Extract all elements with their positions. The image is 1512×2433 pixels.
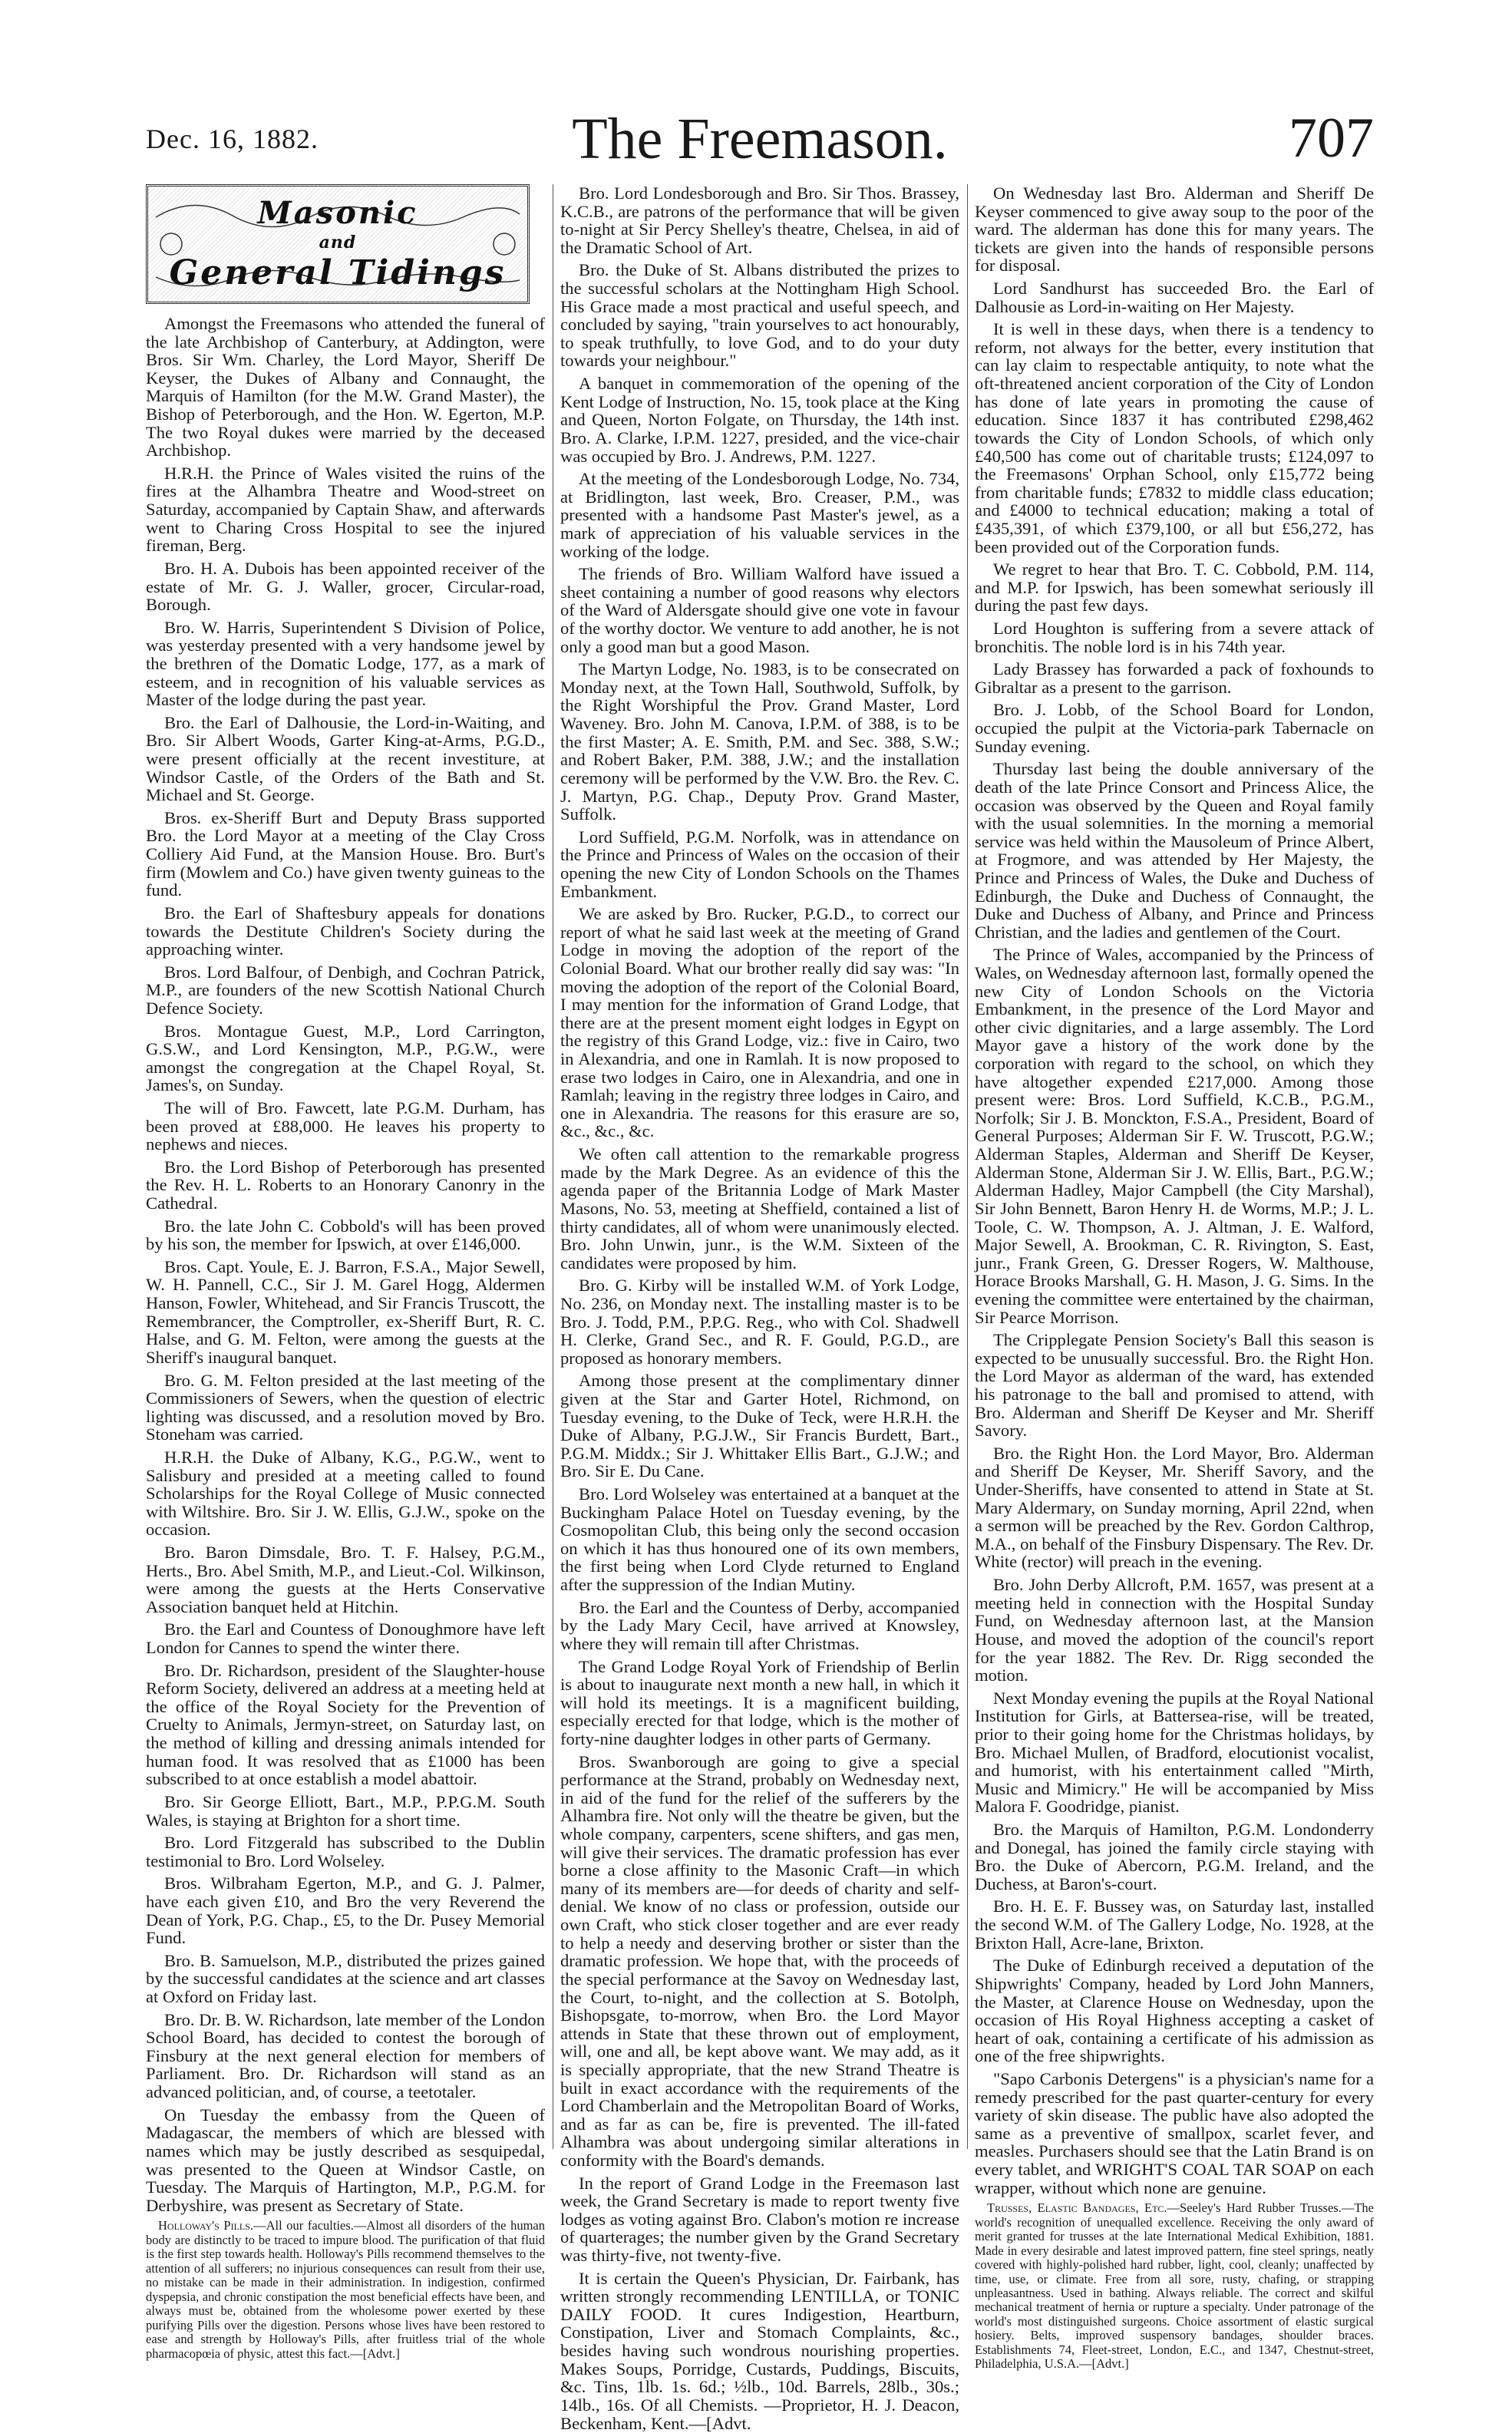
paragraph: Bro. the Earl and Countess of Donoughmore have left London for Cannes to spend the winter there. (146, 1619, 545, 1658)
paragraph: Bros. Swanborough are going to give a special performance at the Strand, probably on Wednesday next, in aid of the fund for the relief of the sufferers by the Alhambra fire. Not only will the theatre be given, but the whole company, carpenters, scene shifters, and gas men, will give their services. The dramatic profession has ever borne a close affinity to the Masonic Craft—in which many of its members are—for deeds of charity and self-denial. We know of no class or profession, outside our own Craft, who stick closer together and are ever ready to help a needy and deserving brother or sister than the dramatic profession. We hope that, with the proceeds of the special performance at the Savoy on Wednesday last, the Court, to-night, and the collection at S. Botolph, Bishopsgate, to-morrow, when Bro. the Lord Mayor attends in State that these thrown out of employment, will, one and all, be kept above want. We may add, as it is specially appropriate, that the new Strand Theatre is built in exact accordance with the requirements of the Lord Chamberlain and the Metropolitan Board of Works, and as far as can be, fire is prevented. The ill-fated Alhambra was about undergoing similar alterations in conformity with the Board's demands. (560, 1751, 959, 2170)
paragraph: Lady Brassey has forwarded a pack of foxhounds to Gibraltar as a present to the garrison. (975, 659, 1374, 697)
issue-date: Dec. 16, 1882. (146, 124, 319, 154)
paragraph: Bro. the Earl of Dalhousie, the Lord-in-Waiting, and Bro. Sir Albert Woods, Garter King-at-Arms, P.G.D., were present officially at the recent investiture, at Windsor Castle, of the Orders of the Bath and St. Michael and St. George. (146, 712, 545, 805)
paragraph: It is well in these days, when there is a tendency to reform, not always for the better, every institution that can lay claim to respectable antiquity, to note what the oft-threatened ancient corporation of the City of London has done of late years in promoting the cause of education. Since 1837 it has contributed £298,462 towards the City of London Schools, of which only £40,500 has come out of charitable trusts; £124,097 to the Freemasons' Orphan School, only £15,772 being from charitable funds; £7832 to middle class education; and £4000 to technical education; making a total of £435,391, of which £379,100, or all but £56,272, has been provided out of the Corporation funds. (975, 319, 1374, 556)
paragraph: Bro. the Duke of St. Albans distributed the prizes to the successful scholars at the Nottingham High School. His Grace made a most practical and useful speech, and concluded by saying, "train yourselves to act honourably, to speak truthfully, to love God, and to do your duty towards your neighbour." (560, 260, 959, 371)
paragraph: Bro. Lord Londesborough and Bro. Sir Thos. Brassey, K.C.B., are patrons of the performance that will be given to-night at Sir Percy Shelley's theatre, Chelsea, in aid of the Dramatic School of Art. (560, 183, 959, 257)
paragraph: We regret to hear that Bro. T. C. Cobbold, P.M. 114, and M.P. for Ipswich, has been somewhat seriously ill during the past few days. (975, 560, 1374, 616)
paragraph: Bros. Lord Balfour, of Denbigh, and Cochran Patrick, M.P., are founders of the new Scottish National Church Defence Society. (146, 962, 545, 1018)
banner-line-1: Masonic (257, 195, 418, 231)
paragraph: The Martyn Lodge, No. 1983, is to be consecrated on Monday next, at the Town Hall, Southwold, Suffolk, by the Right Worshipful the Prov. Grand Master, Lord Waveney. Bro. John M. Canova, I.P.M. of 388, is to be the first Master; A. E. Smith, P.M. and Sec. 388, S.W.; and Robert Baker, P.M. 388, J.W.; and the installation ceremony will be performed by the V.W. Bro. the Rev. C. J. Martyn, P.G. Chap., Deputy Prov. Grand Master, Suffolk. (560, 659, 959, 824)
paragraph: Bro. Lord Wolseley was entertained at a banquet at the Buckingham Palace Hotel on Tuesday evening, by the Cosmopolitan Club, this being only the second occasion on which it has thus honoured one of its own members, the first being when Lord Clyde returned to England after the suppression of the Indian Mutiny. (560, 1484, 959, 1595)
paragraph: Bro. H. E. F. Bussey was, on Saturday last, installed the second W.M. of The Gallery Lodge, No. 1928, at the Brixton Hall, Acre-lane, Brixton. (975, 1897, 1374, 1953)
masthead (146, 92, 1374, 177)
advertisement-text: —Seeley's Hard Rubber Trusses.—The world's recognition of unequalled excellence. Receiving the only award of merit granted for trusses at the late International Medical Exhibition, 1881. Made in every desirable and latest improved pattern, fine steel springs, neatly covered with highly-polished hard rubber, light, cool, cleanly; unaffected by time, use, or climate. Free from all sore, rusty, chafing, or strapping unpleasantness. Used in bathing. Always reliable. The correct and skilful mechanical treatment of hernia or rupture a specialty. Under patronage of the world's most distinguished surgeons. Choice assortment of elastic surgical hosiery. Belts, improved suspensory bandages, shoulder braces. Establishments 74, Fleet-street, London, E.C., and 1347, Chestnut-street, Philadelphia, U.S.A.—[Advt.] (975, 2200, 1374, 2372)
paragraph: Amongst the Freemasons who attended the funeral of the late Archbishop of Canterbury, at Addington, were Bros. Sir Wm. Charley, the Lord Mayor, Sheriff De Keyser, the Dukes of Albany and Connaught, the Marquis of Hamilton (for the M.W. Grand Master), the Bishop of Peterborough, and the Hon. W. Egerton, M.P. The two Royal dukes were married by the deceased Archbishop. (146, 314, 545, 461)
paragraph: Lord Suffield, P.G.M. Norfolk, was in attendance on the Prince and Princess of Wales on the occasion of their opening the new City of London Schools on the Thames Embankment. (560, 827, 959, 901)
advertisement-text: —All our faculties.—Almost all disorders of the human body are distinctly to be traced to impure blood. The purification of that fluid is the first step towards health. Holloway's Pills recommend themselves to the attention of all sufferers; no injurious consequences can result from their use, no mistake can be made in their administration. In indigestion, confirmed dyspepsia, and chronic constipation the most beneficial effects have been, and always must be, obtained from the wholesome power exerted by these purifying Pills over the digestion. Persons whose lives have been restored to ease and strength by Holloway's Pills, after fruitless trial of the whole pharmacopœia of physic, attest this fact.—[Advt.] (146, 2218, 545, 2361)
paragraph: Lord Houghton is suffering from a severe attack of bronchitis. The noble lord is in his 74th year. (975, 619, 1374, 656)
paragraph: It is certain the Queen's Physician, Dr. Fairbank, has written strongly recommending LENTILLA, or TONIC DAILY FOOD. It cures Indigestion, Heartburn, Constipation, Liver and Stomach Complaints, &c., besides having such wondrous nourishing properties. Makes Soups, Porridge, Custards, Puddings, Biscuits, &c. Tins, 1lb. 1s. 6d.; ½lb., 10d. Barrels, 28lb., 30s.; 14lb., 16s. Of all Chemists. —Proprietor, H. J. Deacon, Beckenham, Kent.—[Advt. (560, 2268, 959, 2433)
column-divider (967, 184, 968, 2149)
paragraph: H.R.H. the Duke of Albany, K.G., P.G.W., went to Salisbury and presided at a meeting called to found Scholarships for the Royal College of Music connected with Wiltshire. Bro. Sir J. W. Ellis, G.J.W., spoke on the occasion. (146, 1447, 545, 1540)
section-banner (146, 184, 530, 304)
paragraph: We often call attention to the remarkable progress made by the Mark Degree. As an evidence of this the agenda paper of the Britannia Lodge of Mark Master Masons, No. 53, meeting at Sheffield, contained a list of thirty candidates, all of whom were unanimously elected. Bro. John Unwin, junr., is the W.M. Sixteen of the candidates were proposed by him. (560, 1144, 959, 1273)
paragraph: On Wednesday last Bro. Alderman and Sheriff De Keyser commenced to give away soup to the poor of the ward. The alderman has done this for many years. The tickets are given into the hands of responsible persons for disposal. (975, 183, 1374, 276)
paragraph: Bros. ex-Sheriff Burt and Deputy Brass supported Bro. the Lord Mayor at a meeting of the Clay Cross Colliery Aid Fund, at the Mansion House. Bro. Burt's firm (Mowlem and Co.) have given twenty guineas to the fund. (146, 807, 545, 900)
paragraph: Bro. H. A. Dubois has been appointed receiver of the estate of Mr. G. J. Waller, grocer, Circular-road, Borough. (146, 558, 545, 615)
paragraph: Bros. Montague Guest, M.P., Lord Carrington, G.S.W., and Lord Kensington, M.P., P.G.W., were amongst the congregation at the Chapel Royal, St. James's, on Sunday. (146, 1021, 545, 1095)
paragraph: Bro. Dr. Richardson, president of the Slaughter-house Reform Society, delivered an address at a meeting held at the office of the Royal Society for the Prevention of Cruelty to Animals, Jermyn-street, on Saturday last, on the method of killing and dressing animals intended for human food. It was resolved that as £1000 has been subscribed to at once establish a model abattoir. (146, 1660, 545, 1789)
column-2 (560, 183, 959, 2433)
column-1 (146, 184, 545, 2361)
banner-line-2: and (319, 233, 357, 253)
advertisement (146, 2219, 545, 2361)
paragraph: On Tuesday the embassy from the Queen of Madagascar, the members of which are blessed with names which may be justly described as sesquipedal, was presented to the Queen at Windsor Castle, on Tuesday. The Marquis of Hartington, M.P., P.G.M. for Derbyshire, was present as Secretary of State. (146, 2105, 545, 2215)
paragraph: Lord Sandhurst has succeeded Bro. the Earl of Dalhousie as Lord-in-waiting on Her Majesty. (975, 279, 1374, 316)
paragraph: The Cripplegate Pension Society's Ball this season is expected to be unusually successful. Bro. the Right Hon. the Lord Mayor as alderman of the ward, has extended his patronage to the ball and promised to attend, with Bro. Alderman and Sheriff De Keyser and Mr. Sheriff Savory. (975, 1330, 1374, 1441)
paragraph: The Grand Lodge Royal York of Friendship of Berlin is about to inaugurate next month a new hall, in which it will hold its meetings. It is a magnificent building, especially erected for that lodge, which is the mother of forty-nine daughter lodges in other parts of Germany. (560, 1656, 959, 1748)
paragraph: Bro. the Marquis of Hamilton, P.G.M. Londonderry and Donegal, has joined the family circle staying with Bro. the Duke of Abercorn, P.G.M. Ireland, and the Duchess, at Baron's-court. (975, 1820, 1374, 1893)
paragraph: Bro. W. Harris, Superintendent S Division of Police, was yesterday presented with a very handsome jewel by the brethren of the Domatic Lodge, 177, as a mark of esteem, and in recognition of his valuable services as Master of the lodge during the past year. (146, 617, 545, 710)
page-number: 707 (1289, 107, 1374, 170)
paragraph: Bro. the Right Hon. the Lord Mayor, Bro. Alderman and Sheriff De Keyser, Mr. Sheriff Savory, and the Under-Sheriffs, have consented to attend in State at St. Mary Aldermary, on Sunday morning, April 22nd, when a sermon will be preached by the Rev. Gordon Calthrop, M.A., on behalf of the Finsbury Dispensary. The Rev. Dr. White (rector) will preach in the evening. (975, 1443, 1374, 1572)
paragraph: Bro. B. Samuelson, M.P., distributed the prizes gained by the successful candidates at the science and art classes at Oxford on Friday last. (146, 1950, 545, 2007)
paragraph: Bro. Baron Dimsdale, Bro. T. F. Halsey, P.G.M., Herts., Bro. Abel Smith, M.P., and Lieut.-Col. Wilkinson, were among the guests at the Herts Conservative Association banquet held at Hitchin. (146, 1543, 545, 1616)
banner-line-3: General Tidings (169, 253, 507, 292)
paragraph: A banquet in commemoration of the opening of the Kent Lodge of Instruction, No. 15, took place at the King and Queen, Norton Folgate, on Thursday, the 14th inst. Bro. A. Clarke, I.P.M. 1227, presided, and the vice-chair was occupied by Bro. J. Andrews, P.M. 1227. (560, 374, 959, 466)
paragraph: Bro. John Derby Allcroft, P.M. 1657, was present at a meeting held in connection with the Hospital Sunday Fund, on Wednesday afternoon last, at the Mansion House, and moved the adoption of the council's report for the year 1882. The Rev. Dr. Rigg seconded the motion. (975, 1575, 1374, 1685)
paragraph: Bro. Lord Fitzgerald has subscribed to the Dublin testimonial to Bro. Lord Wolseley. (146, 1833, 545, 1870)
paragraph: Bro. Sir George Elliott, Bart., M.P., P.P.G.M. South Wales, is staying at Brighton for a short time. (146, 1791, 545, 1830)
paragraph: Bro. G. Kirby will be installed W.M. of York Lodge, No. 236, on Monday next. The installing master is to be Bro. J. Todd, P.M., P.P.G. Reg., who with Col. Shadwell H. Clerke, Grand Sec., and R. F. Gould, P.G.D., are proposed as honorary members. (560, 1276, 959, 1368)
paragraph: The friends of Bro. William Walford have issued a sheet containing a number of good reasons why electors of the Ward of Aldersgate should give one vote in favour of the worthy doctor. We venture to add another, he is not only a good man but a good Mason. (560, 564, 959, 656)
article-columns (146, 183, 1374, 2433)
paragraph: Bro. the late John C. Cobbold's will has been proved by his son, the member for Ipswich, at over £146,000. (146, 1216, 545, 1254)
column-3 (975, 183, 1374, 2372)
paragraph: Bros. Capt. Youle, E. J. Barron, F.S.A., Major Sewell, W. H. Pannell, C.C., Sir J. M. Garel Hogg, Aldermen Hanson, Fowler, Whitehead, and Sir Francis Truscott, the Remembrancer, the Comptroller, ex-Sheriff Burt, R. C. Halse, and G. M. Felton, were among the guests at the Sheriff's inaugural banquet. (146, 1256, 545, 1367)
paragraph: Bro. J. Lobb, of the School Board for London, occupied the pulpit at the Victoria-park Tabernacle on Sunday evening. (975, 700, 1374, 756)
paragraph: The Prince of Wales, accompanied by the Princess of Wales, on Wednesday afternoon last, formally opened the new City of London Schools on the Victoria Embankment, in the presence of the Lord Mayor and other civic dignitaries, and a large assembly. The Lord Mayor gave a history of the work done by the corporation with regard to the school, on which they have altogether expended £217,000. Among those present were: Bros. Lord Suffield, K.C.B., P.G.M., Norfolk; Sir J. B. Monckton, F.S.A., President, Board of General Purposes; Alderman Sir F. W. Truscott, P.G.W.; Alderman Staples, Alderman and Sheriff De Keyser, Alderman Stone, Alderman Sir J. W. Ellis, Bart., P.G.W.; Alderman Hadley, Major Campbell (the City Marshal), Sir John Bennett, Baron Henry H. de Worms, M.P.; J. L. Toole, C. W. Thompson, A. J. Altman, J. E. Walford, Major Sewell, A. Brookman, C. R. Rivington, S. East, junr., Frank Green, G. Dresser Rogers, W. Malthouse, Horace Brooks Marshall, G. H. Mason, J. G. Sims. In the evening the committee were entertained by the chairman, Sir Pearce Morrison. (975, 945, 1374, 1327)
paragraph: The will of Bro. Fawcett, late P.G.M. Durham, has been proved at £88,000. He leaves his property to nephews and nieces. (146, 1098, 545, 1154)
publication-title: The Freemason. (572, 107, 948, 171)
paragraph: Bros. Wilbraham Egerton, M.P., and G. J. Palmer, have each given £10, and Bro the very Reverend the Dean of York, P.G. Chap., £5, to the Dr. Pusey Memorial Fund. (146, 1873, 545, 1948)
advertisement (975, 2201, 1374, 2372)
paragraph: Bro. G. M. Felton presided at the last meeting of the Commissioners of Sewers, when the question of electric lighting was discussed, and a resolution moved by Bro. Stoneham was carried. (146, 1370, 545, 1444)
paragraph: Next Monday evening the pupils at the Royal National Institution for Girls, at Battersea-rise, will be treated, prior to their going home for the Christmas holidays, by Bro. Michael Mullen, of Bradford, elocutionist vocalist, and humorist, with his entertainment called "Mirth, Music and Mimicry." He will be accompanied by Miss Malora F. Goodridge, pianist. (975, 1688, 1374, 1817)
paragraph: The Duke of Edinburgh received a deputation of the Shipwrights' Company, headed by Lord John Manners, the Master, at Clarence House on Wednesday, upon the occasion of His Royal Highness accepting a casket of heart of oak, containing a certificate of his admission as one of the free shipwrights. (975, 1956, 1374, 2066)
paragraph: In the report of Grand Lodge in the Freemason last week, the Grand Secretary is made to report twenty five lodges as voting against Bro. Clabon's motion re increase of quarterages; the number given by the Grand Secretary was thirty-five, not twenty-five. (560, 2173, 959, 2266)
paragraph: "Sapo Carbonis Detergens" is a physician's name for a remedy prescribed for the past quarter-century for every variety of skin disease. The public have also adopted the same as a preventive of smallpox, scarlet fever, and measles. Purchasers should see that the Latin Brand is on every tablet, and WRIGHT'S COAL TAR SOAP on each wrapper, without which none are genuine. (975, 2068, 1374, 2197)
paragraph: At the meeting of the Londesborough Lodge, No. 734, at Bridlington, last week, Bro. Creaser, P.M., was presented with a handsome Past Master's jewel, as a mark of appreciation of his valuable services in the working of the lodge. (560, 469, 959, 561)
paragraph: Bro. Dr. B. W. Richardson, late member of the London School Board, has decided to contest the borough of Finsbury at the next general election for members of Parliament. Bro. Dr. Richardson will stand as an advanced politician, and, of course, a teetotaler. (146, 2009, 545, 2102)
paragraph: Bro. the Lord Bishop of Peterborough has presented the Rev. H. L. Roberts to an Honorary Canonry in the Cathedral. (146, 1157, 545, 1213)
advertisement-heading: Trusses, Elastic Bandages, Etc. (987, 2200, 1167, 2216)
paragraph: Bro. the Earl of Shaftesbury appeals for donations towards the Destitute Children's Society during the approaching winter. (146, 903, 545, 959)
paragraph: We are asked by Bro. Rucker, P.G.D., to correct our report of what he said last week at the meeting of Grand Lodge in moving the adoption of the report of the Colonial Board. What our brother really did say was: "In moving the adoption of the report of the Colonial Board, I may mention for the information of Grand Lodge, that there are at the present moment eight lodges in Egypt on the registry of this Grand Lodge, viz.: five in Cairo, two in Alexandria, and one in Ramlah. It is now proposed to erase two lodges in Cairo, one in Alexandria, and one in Ramlah; leaving in the registry three lodges in Cairo, and one in Alexandria. The reasons for this erasure are so, &c., &c., &c. (560, 904, 959, 1141)
paragraph: Bro. the Earl and the Countess of Derby, accompanied by the Lady Mary Cecil, have arrived at Knowsley, where they will remain till after Christmas. (560, 1597, 959, 1653)
advertisement-heading: Holloway's Pills. (158, 2218, 254, 2233)
paragraph: Thursday last being the double anniversary of the death of the late Prince Consort and Princess Alice, the occasion was observed by the Queen and Royal family with the usual solemnities. In the morning a memorial service was held within the Mausoleum of Prince Albert, at Frogmore, and was attended by Her Majesty, the Prince and Princess of Wales, the Duke and Duchess of Edinburgh, the Duke and Duchess of Connaught, the Duke and Duchess of Albany, and Prince and Princess Christian, and the ladies and gentlemen of the Court. (975, 759, 1374, 942)
paragraph: H.R.H. the Prince of Wales visited the ruins of the fires at the Alhambra Theatre and Wood-street on Saturday, accompanied by Captain Shaw, and afterwards went to Charing Cross Hospital to see the injured fireman, Berg. (146, 463, 545, 556)
paragraph: Among those present at the complimentary dinner given at the Star and Garter Hotel, Richmond, on Tuesday evening, to the Duke of Teck, were H.R.H. the Duke of Albany, P.G.J.W., Sir Francis Burdett, Bart., P.G.M. Middx.; Sir J. Whittaker Ellis Bart., G.J.W.; and Bro. Sir E. Du Cane. (560, 1371, 959, 1481)
